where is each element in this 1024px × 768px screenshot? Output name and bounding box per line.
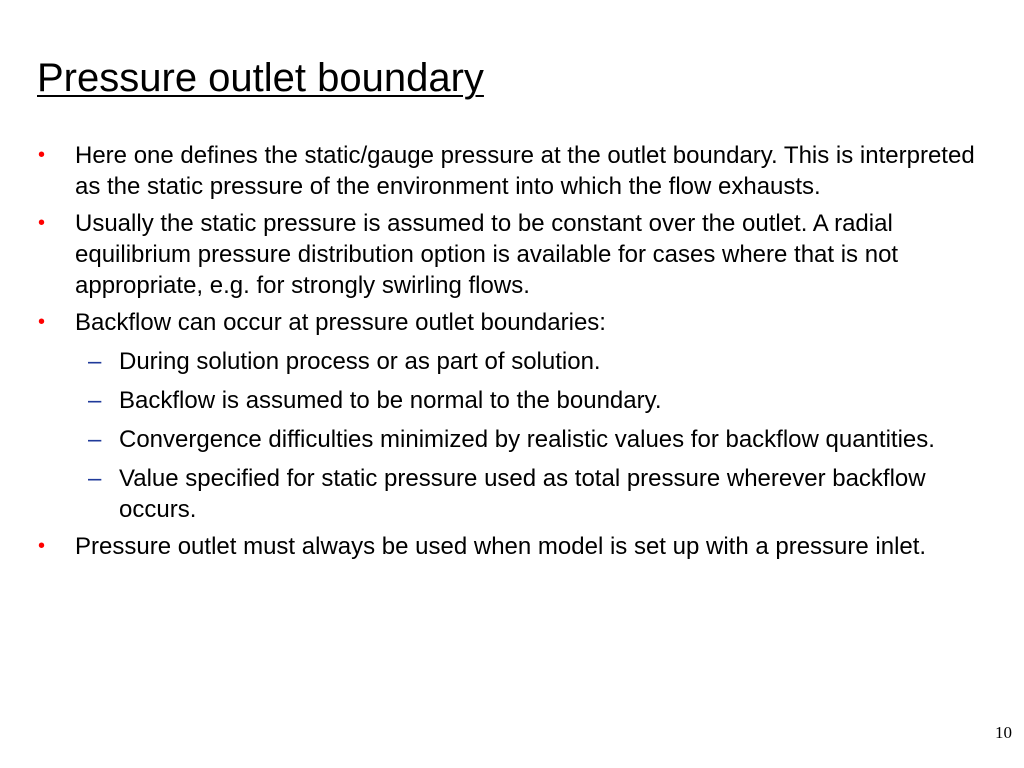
bullet-marker: • [38,144,46,166]
bullet-text: Pressure outlet must always be used when model is set up with a pressure inlet. [75,533,927,560]
sub-bullet-text: Convergence difficulties minimized by realistic values for backflow quantities. [119,426,935,453]
bullet-marker: • [38,535,46,557]
sub-bullet-item [0,424,969,455]
sub-bullet-marker: – [88,465,102,492]
sub-bullet-item [0,463,969,525]
sub-bullet-text: During solution process or as part of solution. [119,348,601,375]
bullet-item [0,307,975,338]
bullet-list [0,140,1024,568]
bullet-text: Here one defines the static/gauge pressure at the outlet boundary. This is interpreted as the static pressure of the environment into which the flow exhausts. [75,142,975,200]
bullet-item [0,140,975,202]
slide-title: Pressure outlet boundary [37,56,484,100]
sub-bullet-marker: – [88,426,102,453]
sub-bullet-text: Backflow is assumed to be normal to the boundary. [119,387,662,414]
bullet-text: Usually the static pressure is assumed to be constant over the outlet. A radial equilibrium pressure distribution option is available for cases where that is not appropriate, e.g. for strongly swirling flows. [75,210,899,299]
bullet-marker: • [38,212,46,234]
sub-bullet-marker: – [88,348,102,375]
page-number: 10 [995,723,1012,742]
sub-bullet-item [0,346,969,377]
bullet-text: Backflow can occur at pressure outlet boundaries: [75,309,606,336]
bullet-marker: • [38,311,46,333]
bullet-item [0,208,975,301]
sub-bullet-item [0,385,969,416]
bullet-item [0,531,975,562]
sub-bullet-marker: – [88,387,102,414]
sub-bullet-text: Value specified for static pressure used as total pressure wherever backflow occurs. [119,465,926,523]
